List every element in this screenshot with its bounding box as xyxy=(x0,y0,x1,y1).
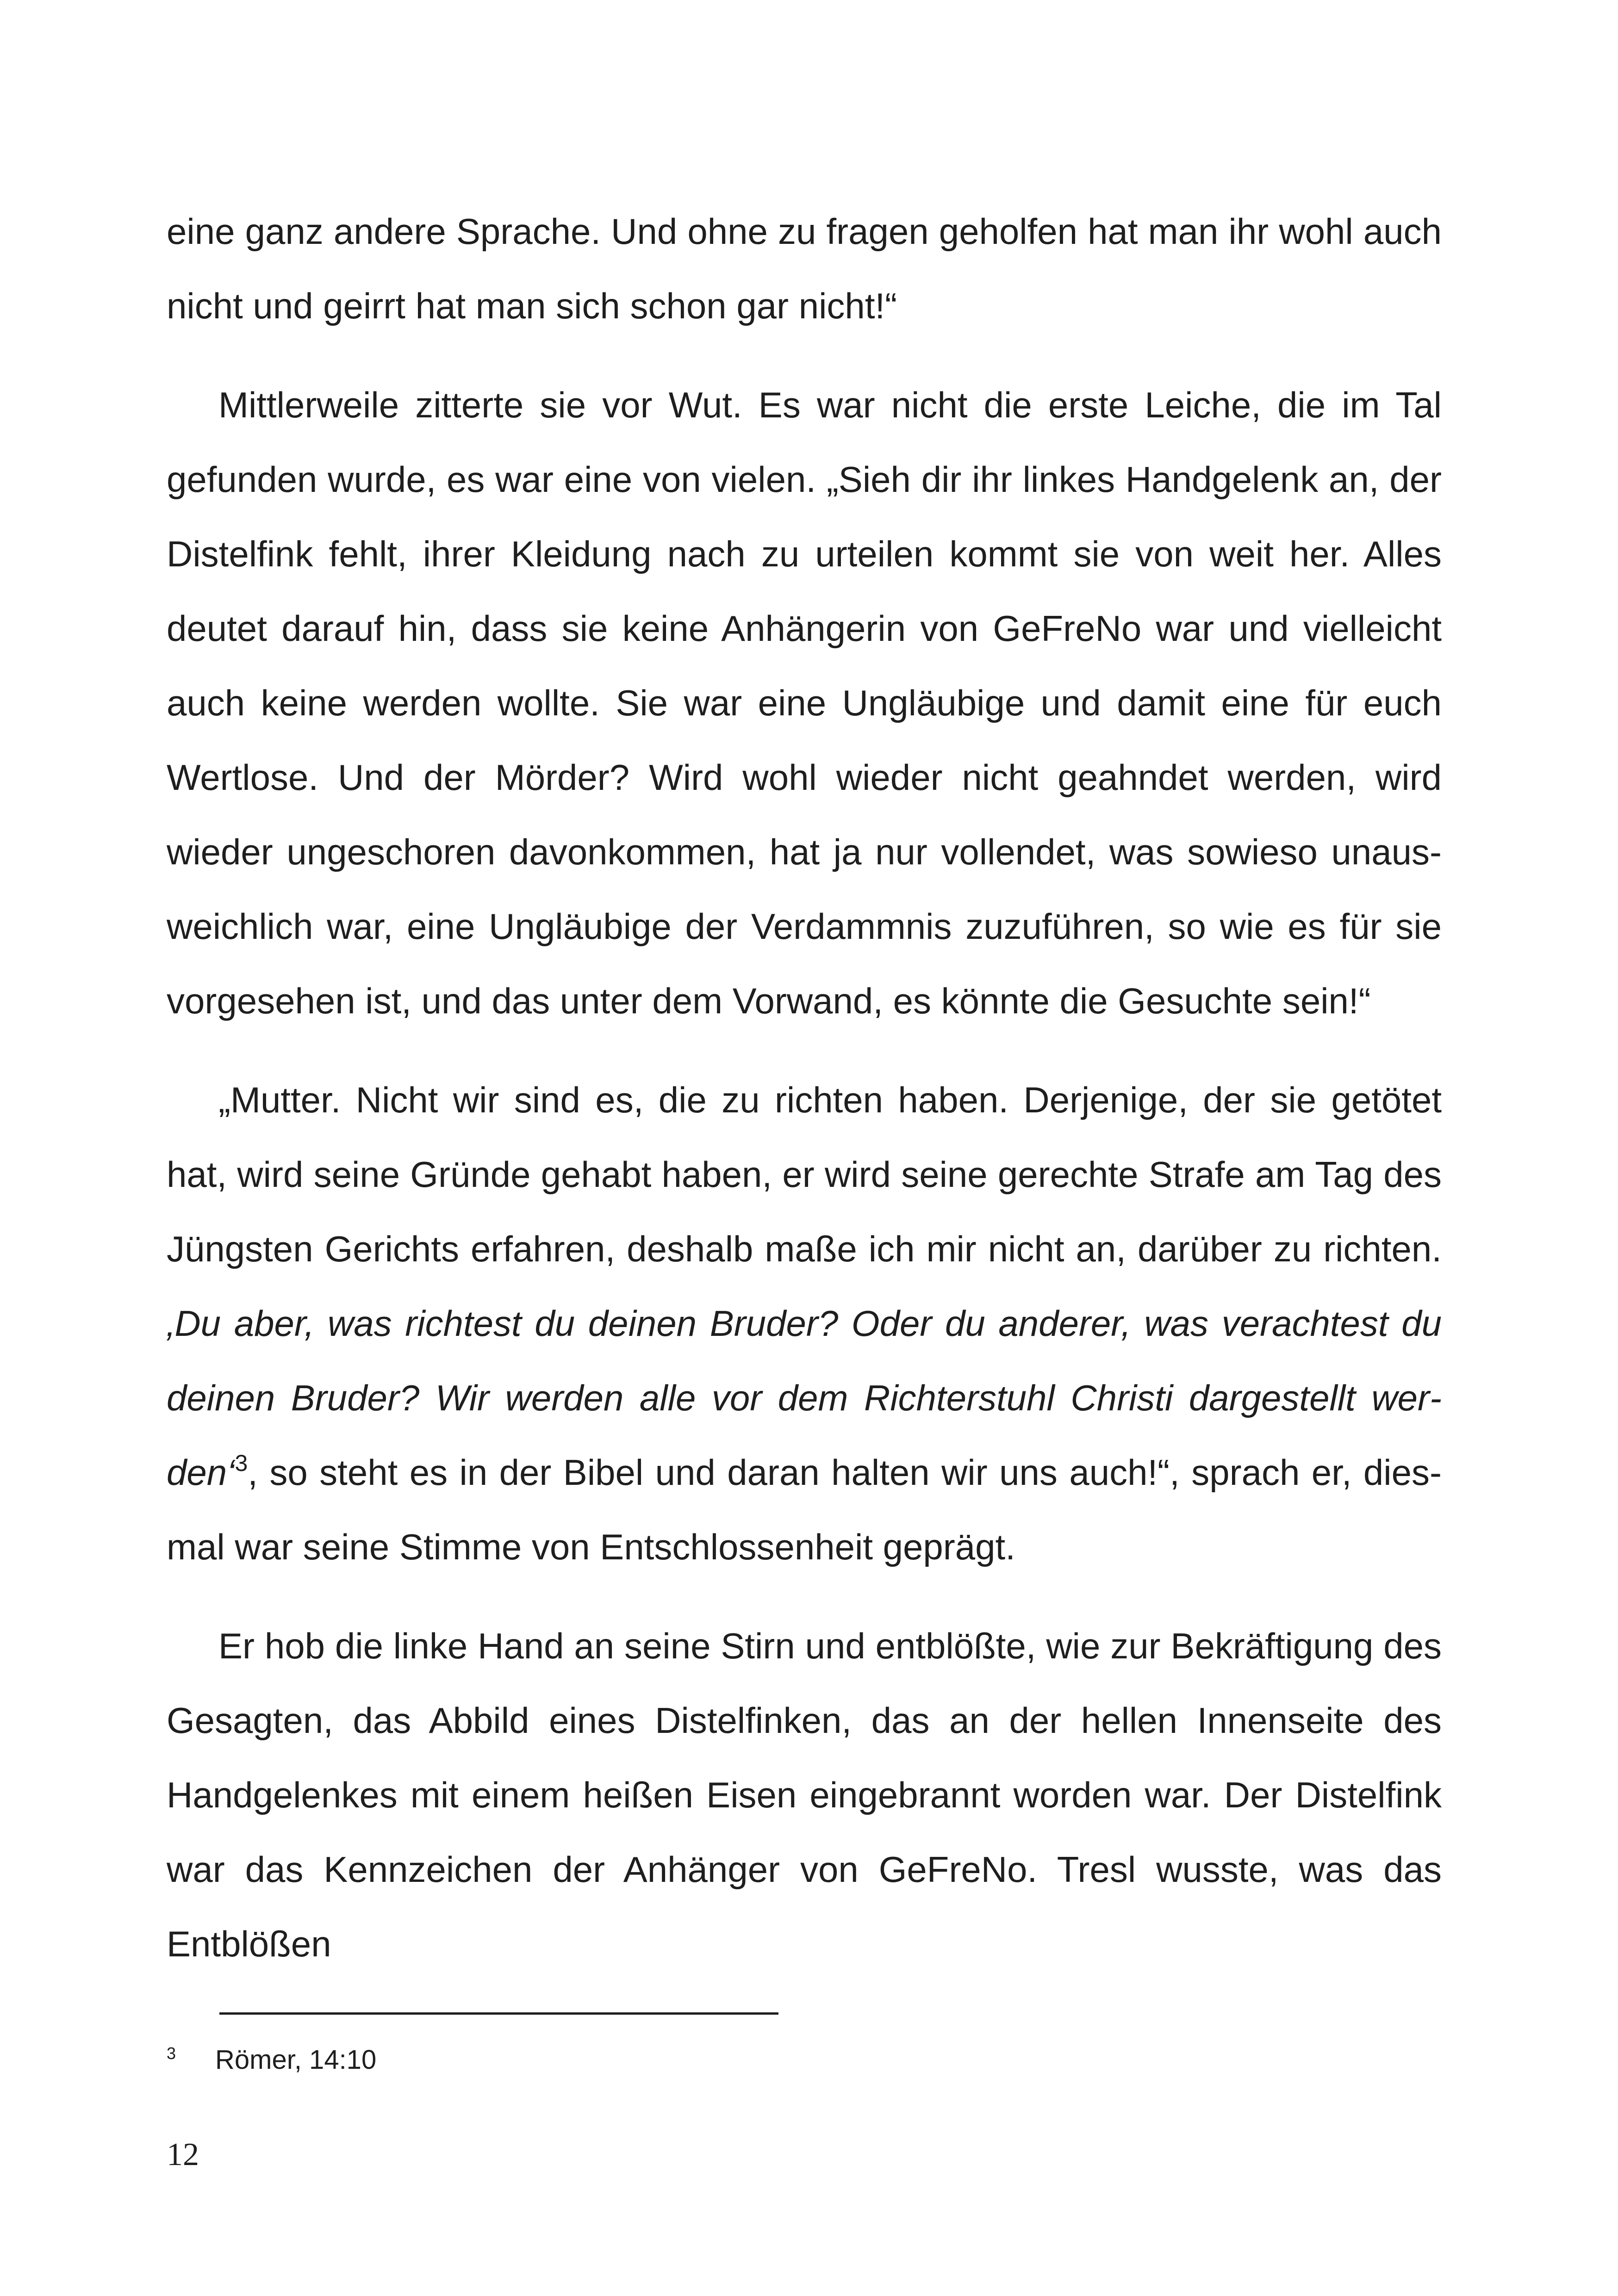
footnote-divider xyxy=(219,2012,778,2015)
bible-quote: ‚Du aber, was richtest du deinen Bruder? Oder du anderer, was verachtest du deinen Bruder? Wir werden alle vor dem Richterstuhl Christi dargestellt werden‘ xyxy=(167,1303,1442,1493)
paragraph-son-reply xyxy=(167,1063,1442,1584)
paragraph-continuation: eine ganz andere Sprache. Und ohne zu fragen geholfen hat man ihr wohl auch nicht und geirrt hat man sich schon gar nicht!“ xyxy=(167,211,1442,326)
paragraph-distelfink: Er hob die linke Hand an seine Stirn und entblößte, wie zur Bekräftigung des Gesagten, das Abbild eines Distelfinken, das an der hellen Innenseite des Handgelenkes mit einem heißen Eisen eingebrannt worden war. Der Distelfink war das Kennzeichen der Anhänger von GeFreNo. Tresl wusste, was das Entblößen xyxy=(167,1626,1442,1964)
footnote-text: Römer, 14:10 xyxy=(215,2045,377,2075)
reply-text: „Mutter. Nicht wir sind es, die zu richten haben. Derjenige, der sie getötet hat, wird seine Gründe gehabt haben, er wird seine gerechte Strafe am Tag des Jüngsten Gerichts erfahren, deshalb maße ich mir nicht an, darüber zu richten. xyxy=(167,1080,1442,1269)
body-text xyxy=(167,194,1442,1981)
reply-text-end: , so steht es in der Bibel und daran halten wir uns auch!“, sprach er, diesmal war seine Stimme von Entschlossenheit geprägt. xyxy=(167,1452,1442,1567)
paragraph-tresl-anger: Mittlerweile zitterte sie vor Wut. Es war nicht die erste Leiche, die im Tal gefunden wurde, es war eine von vielen. „Sieh dir ihr linkes Handgelenk an, der Distelfink fehlt, ihrer Kleidung nach zu urteilen kommt sie von weit her. Alles deutet darauf hin, dass sie keine Anhängerin von GeFreNo war und vielleicht auch keine werden wollte. Sie war eine Ungläubige und damit eine für euch Wertlose. Und der Mörder? Wird wohl wieder nicht geahndet werden, wird wieder ungeschoren davonkommen, hat ja nur vollendet, was sowieso unausweichlich war, eine Ungläubige der Verdammnis zuzuführen, so wie es für sie vorgesehen ist, und das unter dem Vorwand, es könnte die Gesuchte sein!“ xyxy=(167,385,1442,1021)
footnote-reference[interactable]: 3 xyxy=(235,1450,248,1476)
footnote-number: 3 xyxy=(167,2044,176,2063)
page-number: 12 xyxy=(167,2137,199,2172)
